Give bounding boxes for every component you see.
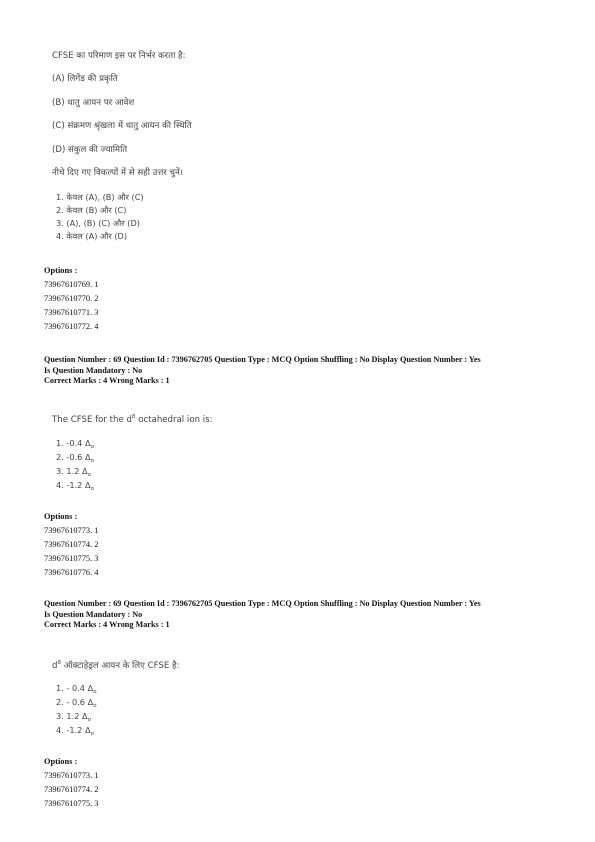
choice-item: 1. केवल (A), (B) और (C) bbox=[56, 192, 144, 202]
option-id: 73967610769. 1 bbox=[44, 280, 99, 289]
options-heading: Options : bbox=[44, 512, 78, 521]
marks-line: Correct Marks : 4 Wrong Marks : 1 bbox=[44, 376, 170, 386]
mandatory-line: Is Question Mandatory : No bbox=[44, 609, 143, 619]
option-id: 73967610775. 3 bbox=[44, 554, 99, 563]
choice-item: 4. केवल (A) और (D) bbox=[56, 231, 128, 241]
choice-item: 4. -1.2 $\Delta_o$ bbox=[56, 480, 94, 492]
option-id: 73967610774. 2 bbox=[44, 785, 99, 794]
choice-item: 3. (A), (B) (C) और (D) bbox=[56, 218, 140, 228]
statement-c: (C) संक्रमण श्रृंखला में धातु आयन की स्थिति bbox=[52, 121, 192, 131]
options-heading: Options : bbox=[44, 757, 78, 766]
statement-a: (A) लिगेंड की प्रकृति bbox=[52, 74, 118, 84]
option-id: 73967610776. 4 bbox=[44, 568, 99, 577]
choice-item: 3. 1.2 $\Delta_o$ bbox=[56, 711, 92, 723]
choice-item: 1. -0.4 $\Delta_o$ bbox=[56, 438, 94, 450]
mandatory-line: Is Question Mandatory : No bbox=[44, 365, 143, 375]
instruction-text: नीचे दिए गए विकल्पों में से सही उत्तर चुनें। bbox=[52, 168, 184, 178]
question-stem: CFSE का परिमाण इस पर निर्भर करता है: bbox=[52, 51, 186, 61]
marks-line: Correct Marks : 4 Wrong Marks : 1 bbox=[44, 620, 170, 630]
statement-d: (D) संकुल की ज्यामिति bbox=[52, 145, 128, 155]
question-meta-line: Question Number : 69 Question Id : 7396762705 Question Type : MCQ Option Shuffling : No Display Question Number : Yes bbox=[44, 599, 481, 608]
option-id: 73967610773. 1 bbox=[44, 771, 99, 780]
option-id: 73967610772. 4 bbox=[44, 322, 99, 331]
option-id: 73967610773. 1 bbox=[44, 526, 99, 535]
choice-item: 2. केवल (B) और (C) bbox=[56, 205, 127, 215]
question-metadata bbox=[44, 599, 559, 631]
choice-item: 1. - 0.4 $\Delta_o$ bbox=[56, 683, 97, 695]
option-id: 73967610775. 3 bbox=[44, 799, 99, 808]
choice-item: 2. - 0.6 $\Delta_o$ bbox=[56, 697, 97, 709]
options-heading: Options : bbox=[44, 266, 78, 275]
option-id: 73967610771. 3 bbox=[44, 308, 99, 317]
question-text: The CFSE for the $d^8$ octahedral ion is: bbox=[52, 414, 213, 425]
question-text: $d^8$ ऑक्टाहेड्रल आयन के लिए CFSE है: bbox=[52, 660, 180, 671]
question-metadata bbox=[44, 355, 559, 387]
statement-b: (B) धातु आयन पर आवेश bbox=[52, 98, 135, 108]
option-id: 73967610774. 2 bbox=[44, 540, 99, 549]
choice-item: 2. -0.6 $\Delta_o$ bbox=[56, 452, 94, 464]
question-meta-line: Question Number : 69 Question Id : 7396762705 Question Type : MCQ Option Shuffling : No Display Question Number : Yes bbox=[44, 355, 481, 364]
option-id: 73967610770. 2 bbox=[44, 294, 99, 303]
choice-item: 3. 1.2 $\Delta_o$ bbox=[56, 466, 92, 478]
choice-item: 4. -1.2 $\Delta_o$ bbox=[56, 725, 94, 737]
